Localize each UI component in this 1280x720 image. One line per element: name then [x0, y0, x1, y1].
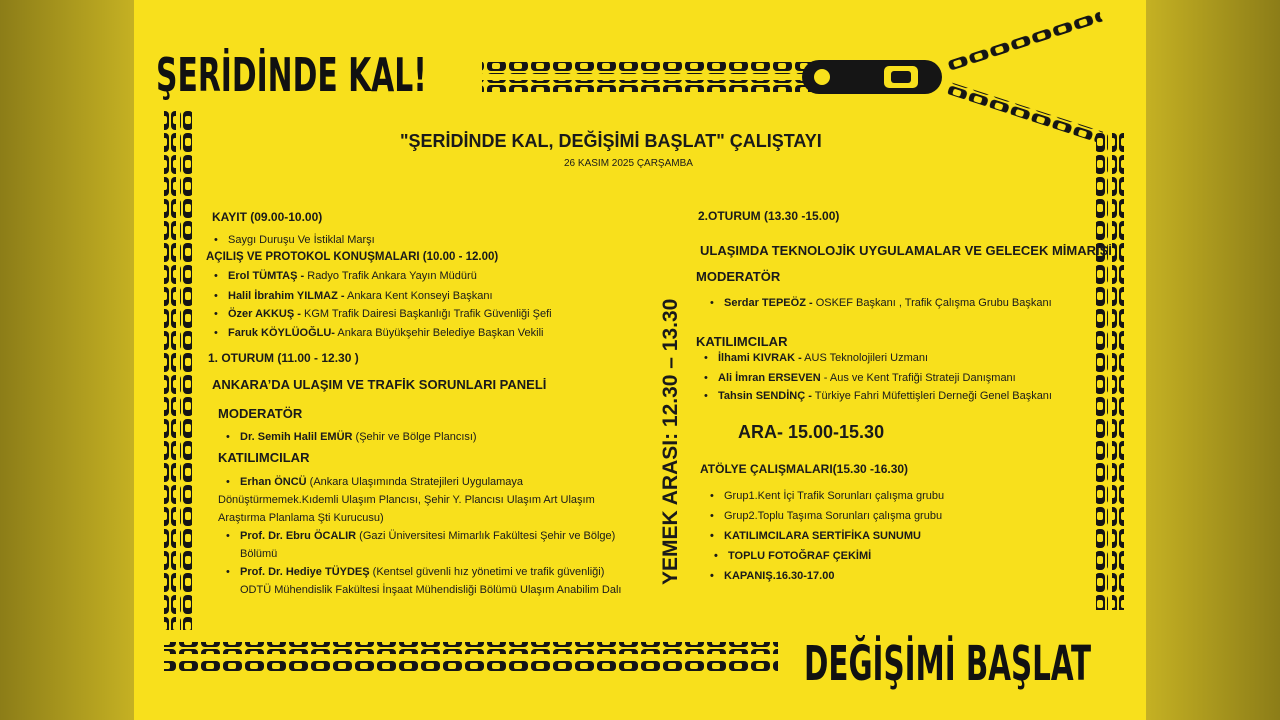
session2-panel-title: ULAŞIMDA TEKNOLOJİK UYGULAMALAR VE GELECEK MİMARİSİ	[700, 243, 1112, 258]
participant-name: Tahsin SENDİNÇ -	[718, 390, 812, 402]
moderator-name: Dr. Semih Halil EMÜR	[240, 431, 353, 443]
participant-item	[240, 566, 604, 579]
session2-participants-label: KATILIMCILAR	[696, 334, 788, 349]
session1-panel-title: ANKARA’DA ULAŞIM VE TRAFİK SORUNLARI PANELİ	[212, 377, 547, 392]
session1-moderator	[240, 431, 477, 444]
registration-item: • Saygı Duruşu Ve İstiklal Marşı	[228, 234, 375, 247]
participant-role: AUS Teknolojileri Uzmanı	[801, 352, 929, 364]
participant-role: (Kentsel güvenli hız yönetimi ve trafik güvenliği)	[369, 566, 605, 578]
participant-role-cont: ODTÜ Mühendislik Fakültesi İnşaat Mühendisliği Bölümü Ulaşım Anabilim Dalı	[240, 584, 622, 596]
participant-role-cont: Araştırma Planlama Şti Kurucusu)	[218, 512, 384, 524]
coffee-break-label: ARA- 15.00-15.30	[738, 422, 885, 442]
participant-item	[718, 390, 1052, 403]
participant-item	[240, 476, 523, 489]
lunch-break-label: YEMEK ARASI: 12.30 – 13.30	[659, 298, 682, 585]
event-date: 26 KASIM 2025 ÇARŞAMBA	[564, 158, 693, 169]
participant-item	[718, 372, 1016, 385]
speaker-name: Halil İbrahim YILMAZ -	[228, 290, 345, 302]
workshop-heading: ATÖLYE ÇALIŞMALARI(15.30 -16.30)	[700, 462, 909, 476]
participant-role: Türkiye Fahri Müfettişleri Derneği Genel Başkanı	[811, 390, 1052, 402]
speaker-item	[228, 327, 543, 340]
speaker-role: Radyo Trafik Ankara Yayın Müdürü	[304, 270, 477, 282]
participant-name: Erhan ÖNCÜ	[240, 476, 307, 488]
participant-role: (Gazi Üniversitesi Mimarlık Fakültesi Şehir ve Bölge)	[356, 530, 616, 542]
moderator-role: OSKEF Başkanı , Trafik Çalışma Grubu Başkanı	[812, 297, 1052, 309]
speaker-name: Erol TÜMTAŞ -	[228, 270, 305, 282]
participant-name: Ali İmran ERSEVEN	[718, 372, 821, 384]
speaker-item	[228, 270, 477, 283]
right-backdrop	[1146, 0, 1280, 720]
group-photo-item: • TOPLU FOTOĞRAF ÇEKİMİ	[728, 550, 871, 563]
speaker-role: Ankara Kent Konseyi Başkanı	[344, 290, 493, 302]
session1-participants-label: KATILIMCILAR	[218, 450, 310, 465]
brand-title-left: ŞERİDİNDE KAL!	[156, 48, 427, 102]
session1-heading: 1. OTURUM (11.00 - 12.30 )	[208, 351, 359, 365]
workshop-group: • Grup1.Kent İçi Trafik Sorunları çalışma grubu	[724, 490, 944, 503]
session2-moderator-label: MODERATÖR	[696, 269, 781, 284]
session2-heading: 2.OTURUM (13.30 -15.00)	[698, 209, 840, 223]
participant-item	[240, 530, 615, 543]
speaker-role: KGM Trafik Dairesi Başkanlığı Trafik Güvenliği Şefi	[300, 308, 552, 320]
speaker-name: Faruk KÖYLÜOĞLU-	[228, 327, 335, 339]
participant-name: Prof. Dr. Hediye TÜYDEŞ	[240, 566, 370, 578]
participant-item	[718, 352, 928, 365]
participant-role: - Aus ve Kent Trafiği Strateji Danışmanı	[820, 372, 1016, 384]
session1-moderator-label: MODERATÖR	[218, 406, 303, 421]
speaker-role: Ankara Büyükşehir Belediye Başkan Vekili	[334, 327, 544, 339]
opening-heading: AÇILIŞ VE PROTOKOL KONUŞMALARI (10.00 - 12.00)	[206, 251, 499, 263]
moderator-role: (Şehir ve Bölge Plancısı)	[352, 431, 477, 443]
session2-moderator	[724, 297, 1052, 310]
brand-title-right: DEĞİŞİMİ BAŞLAT	[804, 636, 1092, 692]
closing-item: • KAPANIŞ.16.30-17.00	[724, 570, 834, 583]
zipper-icon	[802, 60, 942, 94]
participant-name: Prof. Dr. Ebru ÖCALIR	[240, 530, 357, 542]
event-title: "ŞERİDİNDE KAL, DEĞİŞİMİ BAŞLAT" ÇALIŞTAYI	[400, 131, 822, 151]
event-poster	[134, 0, 1146, 720]
participant-role-cont: Bölümü	[240, 548, 278, 560]
speaker-item	[228, 290, 493, 303]
moderator-name: Serdar TEPEÖZ -	[724, 297, 813, 309]
certificate-item: • KATILIMCILARA SERTİFİKA SUNUMU	[724, 530, 921, 543]
participant-role-cont: Dönüştürmemek.Kıdemli Ulaşım Plancısı, Şehir Y. Plancısı Ulaşım Art Ulaşım	[218, 494, 595, 506]
left-backdrop	[0, 0, 134, 720]
participant-name: İlhami KIVRAK -	[718, 352, 802, 364]
workshop-group: • Grup2.Toplu Taşıma Sorunları çalışma grubu	[724, 510, 942, 523]
registration-heading: KAYIT (09.00-10.00)	[212, 210, 323, 224]
participant-role: (Ankara Ulaşımında Stratejileri Uygulamaya	[306, 476, 524, 488]
speaker-item	[228, 308, 552, 321]
speaker-name: Özer AKKUŞ -	[228, 308, 301, 320]
